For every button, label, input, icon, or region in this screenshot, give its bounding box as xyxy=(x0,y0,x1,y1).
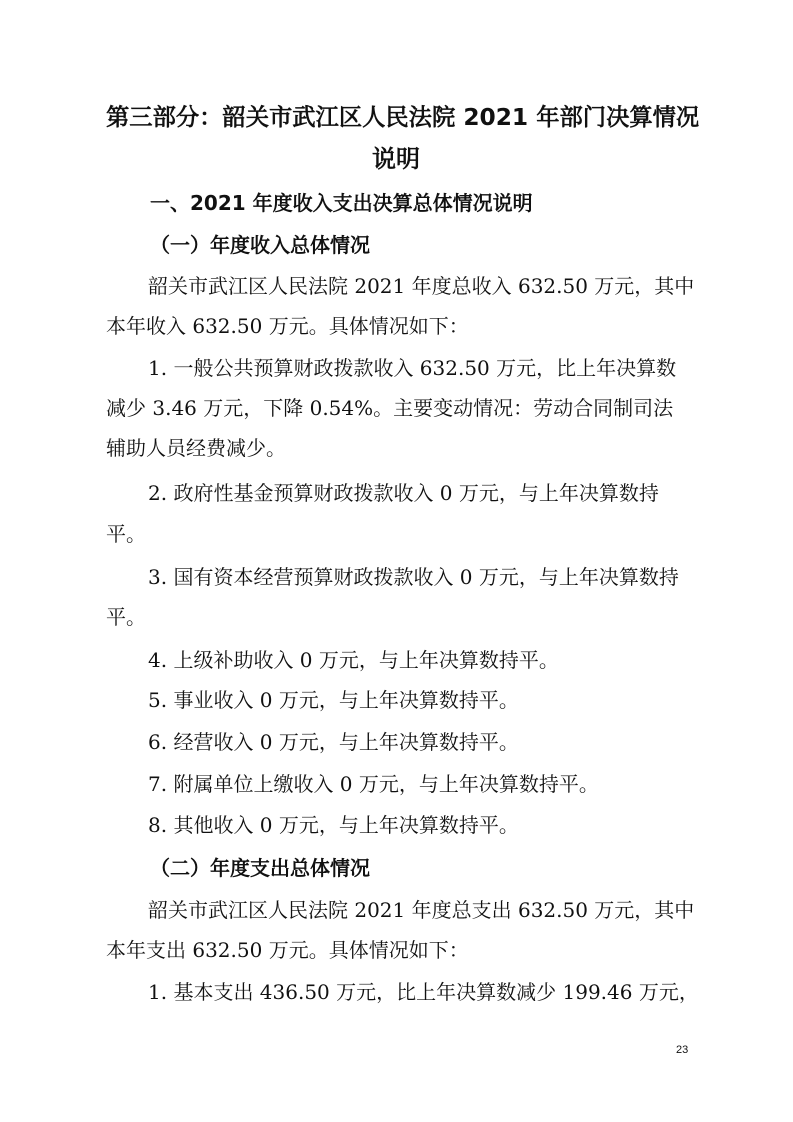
income-item-2-line2: 平。 xyxy=(106,522,146,546)
section-heading: 一、2021 年度收入支出决算总体情况说明 xyxy=(150,191,533,215)
page-number: 23 xyxy=(676,1044,689,1056)
document-title-line1: 第三部分：韶关市武江区人民法院 2021 年部门决算情况 xyxy=(106,104,700,131)
income-item-1-line3: 辅助人员经费减少。 xyxy=(106,436,286,460)
expense-intro-line2: 本年支出 632.50 万元。具体情况如下： xyxy=(106,938,469,962)
income-item-3-line1: 3. 国有资本经营预算财政拨款收入 0 万元，与上年决算数持 xyxy=(148,565,679,589)
expense-intro-line1: 韶关市武江区人民法院 2021 年度总支出 632.50 万元，其中 xyxy=(148,898,695,922)
income-item-7: 7. 附属单位上缴收入 0 万元，与上年决算数持平。 xyxy=(148,772,599,796)
income-intro-line2: 本年收入 632.50 万元。具体情况如下： xyxy=(106,314,469,338)
income-item-3-line2: 平。 xyxy=(106,605,146,629)
income-item-6: 6. 经营收入 0 万元，与上年决算数持平。 xyxy=(148,730,519,754)
income-item-1-line1: 1. 一般公共预算财政拨款收入 632.50 万元，比上年决算数 xyxy=(148,356,677,380)
subsection-heading-income: （一）年度收入总体情况 xyxy=(150,233,370,257)
income-item-8: 8. 其他收入 0 万元，与上年决算数持平。 xyxy=(148,813,519,837)
expense-item-1-line1: 1. 基本支出 436.50 万元，比上年决算数减少 199.46 万元， xyxy=(148,980,699,1004)
document-title-line2: 说明 xyxy=(372,145,420,173)
income-item-4: 4. 上级补助收入 0 万元，与上年决算数持平。 xyxy=(148,648,559,672)
income-item-2-line1: 2. 政府性基金预算财政拨款收入 0 万元，与上年决算数持 xyxy=(148,481,659,505)
subsection-heading-expense: （二）年度支出总体情况 xyxy=(150,856,370,880)
income-intro-line1: 韶关市武江区人民法院 2021 年度总收入 632.50 万元，其中 xyxy=(148,274,695,298)
income-item-5: 5. 事业收入 0 万元，与上年决算数持平。 xyxy=(148,688,519,712)
income-item-1-line2: 减少 3.46 万元，下降 0.54%。主要变动情况：劳动合同制司法 xyxy=(106,396,674,420)
